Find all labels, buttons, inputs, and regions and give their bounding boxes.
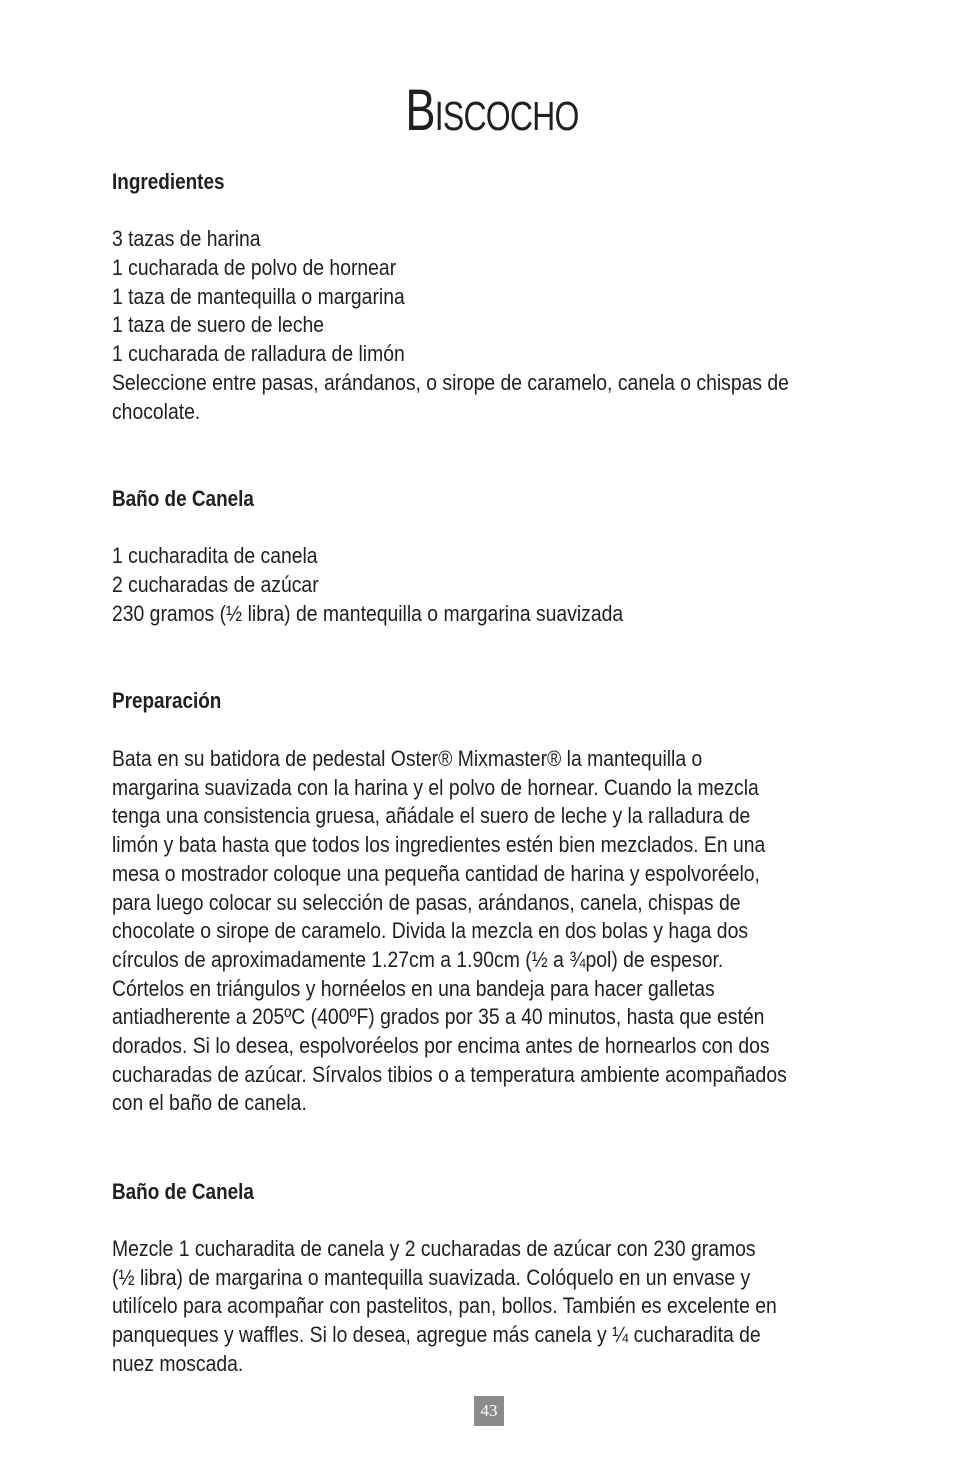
- ingredient-line: Seleccione entre pasas, arándanos, o sirope de caramelo, canela o chispas de: [112, 369, 789, 395]
- cinnamon-butter-heading: Baño de Canela: [112, 486, 254, 511]
- preparation-line: dorados. Si lo desea, espolvoréelos por encima antes de hornearlos con dos: [112, 1033, 770, 1059]
- preparation-heading: Preparación: [112, 688, 222, 713]
- ingredient-line: 1 taza de suero de leche: [112, 312, 325, 338]
- preparation-line: chocolate o sirope de caramelo. Divida la mezcla en dos bolas y haga dos: [112, 918, 749, 944]
- preparation-paragraph: [112, 745, 879, 1118]
- preparation-line: mesa o mostrador coloque una pequeña cantidad de harina y espolvoréelo,: [112, 860, 760, 886]
- preparation-line: limón y bata hasta que todos los ingredientes estén bien mezclados. En una: [112, 832, 766, 858]
- ingredient-line: 1 taza de mantequilla o margarina: [112, 283, 405, 309]
- ingredient-line: 1 cucharada de ralladura de limón: [112, 341, 405, 367]
- page-number: 43: [474, 1396, 504, 1426]
- cinnamon-butter-prep-line: panqueques y waffles. Si lo desea, agregue más canela y ¼ cucharadita de: [112, 1322, 761, 1348]
- ingredient-line: chocolate.: [112, 398, 201, 424]
- cinnamon-butter-prep-line: Mezcle 1 cucharadita de canela y 2 cucharadas de azúcar con 230 gramos: [112, 1236, 756, 1261]
- preparation-line: antiadherente a 205ºC (400ºF) grados por 35 a 40 minutos, hasta que estén: [112, 1004, 765, 1030]
- preparation-line: para luego colocar su selección de pasas, arándanos, canela, chispas de: [112, 889, 741, 915]
- preparation-line: margarina suavizada con la harina y el polvo de hornear. Cuando la mezcla: [112, 774, 759, 800]
- cinnamon-butter-prep-line: (½ libra) de margarina o mantequilla suavizada. Colóquelo en un envase y: [112, 1264, 751, 1290]
- preparation-line: cucharadas de azúcar. Sírvalos tibios o a temperatura ambiente acompañados: [112, 1061, 787, 1087]
- cinnamon-butter-line: 230 gramos (½ libra) de mantequilla o margarina suavizada: [112, 600, 624, 626]
- ingredient-line: 1 cucharada de polvo de hornear: [112, 254, 397, 280]
- cinnamon-butter-line: 2 cucharadas de azúcar: [112, 571, 319, 597]
- ingredients-heading: Ingredientes: [112, 169, 225, 194]
- preparation-line: con el baño de canela.: [112, 1090, 307, 1116]
- cinnamon-butter-prep-line: utilícelo para acompañar con pastelitos, pan, bollos. También es excelente en: [112, 1293, 777, 1319]
- cinnamon-butter-prep-paragraph: [112, 1235, 867, 1379]
- ingredient-line: 3 tazas de harina: [112, 226, 261, 251]
- preparation-line: círculos de aproximadamente 1.27cm a 1.90cm (½ a ¾pol) de espesor.: [112, 946, 724, 972]
- ingredients-list: [112, 225, 881, 427]
- preparation-line: Córtelos en triángulos y hornéelos en una bandeja para hacer galletas: [112, 975, 715, 1001]
- cinnamon-butter-prep-line: nuez moscada.: [112, 1350, 244, 1376]
- page-title: Biscocho: [405, 78, 579, 143]
- cinnamon-butter-prep-heading: Baño de Canela: [112, 1179, 254, 1204]
- preparation-line: tenga una consistencia gruesa, añádale el suero de leche y la ralladura de: [112, 803, 751, 829]
- cinnamon-butter-list: [112, 542, 693, 628]
- preparation-line: Bata en su batidora de pedestal Oster® Mixmaster® la mantequilla o: [112, 746, 703, 771]
- cinnamon-butter-line: 1 cucharadita de canela: [112, 543, 318, 568]
